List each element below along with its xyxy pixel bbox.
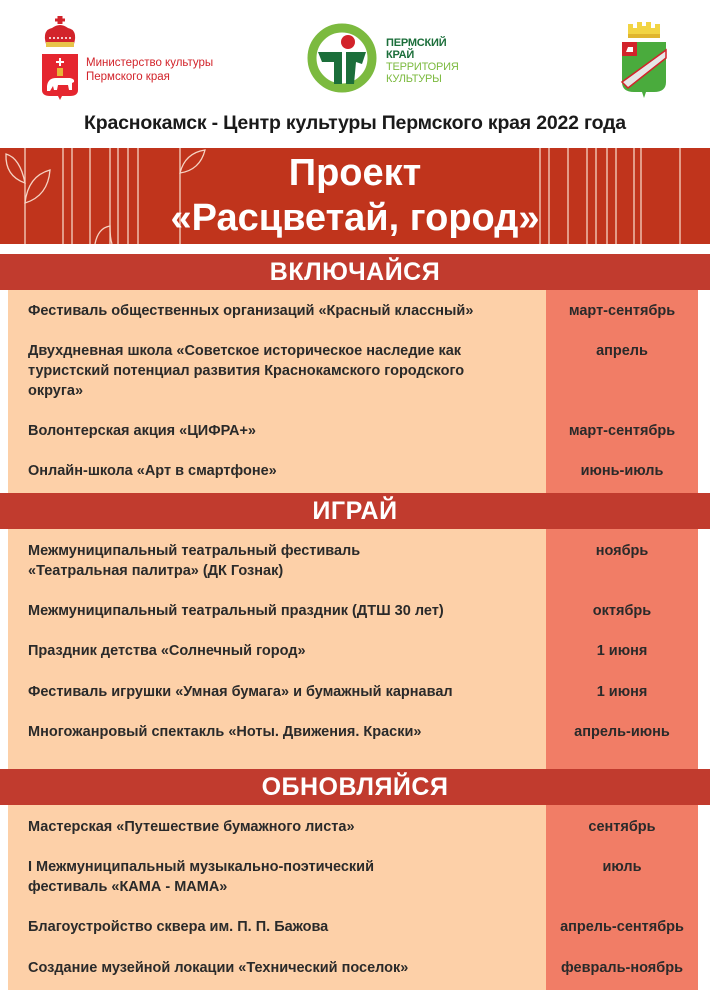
event-date: февраль-ноябрь: [561, 960, 683, 976]
banner-title-line2: «Расцветай, город»: [170, 197, 540, 239]
ministry-name-line1: Министерство культуры: [86, 57, 214, 69]
event-date: 1 июня: [596, 643, 648, 659]
perm-territory-of-culture-logo-icon: [306, 22, 378, 99]
event-date: ноябрь: [595, 543, 649, 559]
event-date: 1 июня: [596, 684, 648, 700]
logos-row: [0, 0, 710, 108]
logo-text-line4: КУЛЬТУРЫ: [386, 72, 442, 85]
event-date: октябрь: [592, 603, 652, 619]
ministry-text: [86, 56, 213, 84]
event-date: март-сентябрь: [568, 423, 676, 439]
event-name: Онлайн-школа «Арт в смартфоне»: [28, 463, 277, 479]
logo-text-line1: ПЕРМСКИЙ: [386, 36, 447, 49]
event-name: Многожанровый спектакль «Ноты. Движения. Краски»: [28, 724, 422, 740]
event-name: Фестиваль общественных организаций «Красный классный»: [28, 303, 474, 319]
event-date: сентябрь: [588, 819, 656, 835]
ministry-logo: [40, 16, 213, 102]
territory-of-culture-logo: [306, 22, 459, 99]
section-rows-obnovlyaysya: [8, 805, 698, 990]
ministry-name-line2: Пермского края: [86, 71, 170, 83]
event-name: Межмуниципальный театральный праздник (ДТШ 30 лет): [28, 603, 444, 619]
logo-text-line2: КРАЙ: [386, 48, 415, 61]
project-banner: [0, 148, 710, 244]
event-name: Двухдневная школа «Советское историческое наследие как туристский потенциал развития Краснокамского городского округа»: [28, 343, 465, 399]
event-name: I Межмуниципальный музыкально-поэтический фестиваль «КАМА - МАМА»: [28, 859, 375, 895]
event-name: Праздник детства «Солнечный город»: [28, 643, 306, 659]
banner-title-line1: Проект: [288, 152, 422, 194]
event-name: Создание музейной локации «Технический поселок»: [28, 960, 409, 976]
event-name: Межмуниципальный театральный фестиваль «Театральная палитра» (ДК Гознак): [28, 543, 361, 579]
logo-text-line3: ТЕРРИТОРИЯ: [386, 60, 459, 73]
krasnokamsk-coat-of-arms-icon: [618, 20, 670, 100]
event-date: апрель-сентябрь: [560, 919, 684, 935]
event-date: апрель: [596, 343, 648, 359]
event-date: апрель-июнь: [574, 724, 670, 740]
territory-of-culture-text: [386, 37, 459, 85]
section-rows-igray: [8, 529, 698, 769]
section-header-obnovlyaysya: ОБНОВЛЯЙСЯ: [0, 769, 710, 805]
event-date: июль: [602, 859, 642, 875]
section-rows-vklyuchaysya: [8, 290, 698, 493]
perm-krai-coat-of-arms-icon: [40, 16, 80, 102]
section-header-vklyuchaysya: ВКЛЮЧАЙСЯ: [0, 254, 710, 290]
section-header-igray: ИГРАЙ: [0, 493, 710, 529]
event-name: Фестиваль игрушки «Умная бумага» и бумажный карнавал: [28, 684, 453, 700]
subtitle: Краснокамск - Центр культуры Пермского края 2022 года: [84, 112, 626, 134]
event-name: Волонтерская акция «ЦИФРА+»: [28, 423, 256, 439]
event-name: Благоустройство сквера им. П. П. Бажова: [28, 919, 329, 935]
event-date: март-сентябрь: [568, 303, 676, 319]
event-name: Мастерская «Путешествие бумажного листа»: [28, 819, 355, 835]
event-date: июнь-июль: [580, 463, 664, 479]
